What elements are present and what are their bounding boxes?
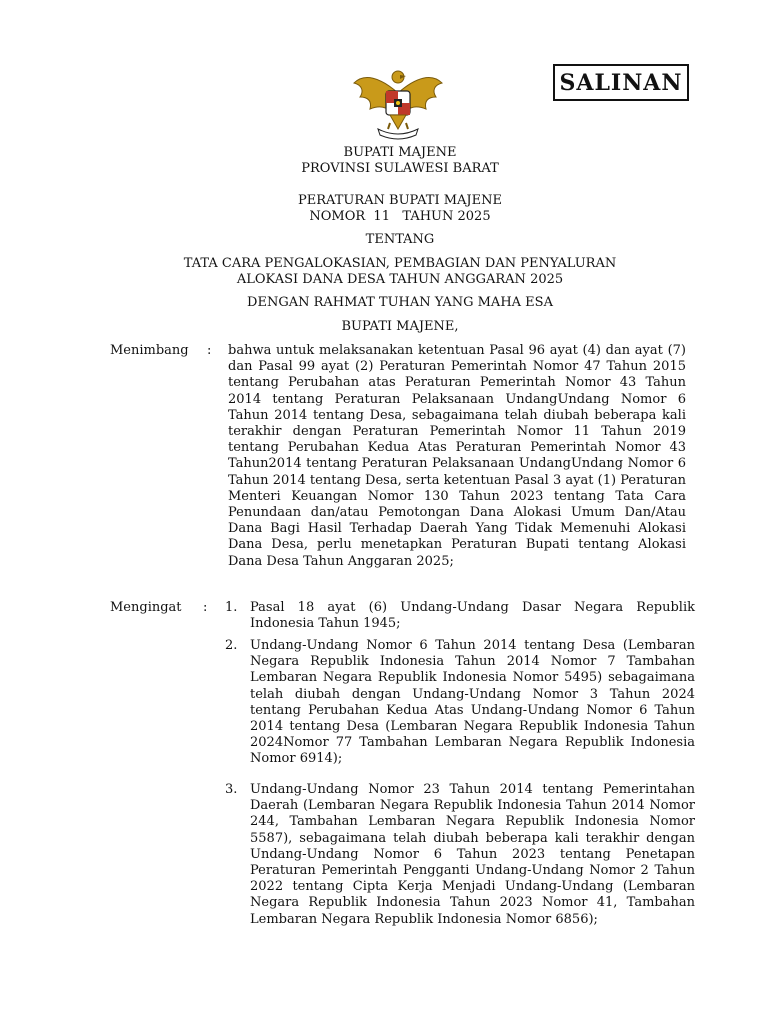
regent-title: BUPATI MAJENE [343,145,457,160]
regulation-number: NOMOR 11 TAHUN 2025 [309,209,491,224]
menimbang-text: bahwa untuk melaksanakan ketentuan Pasal 96 ayat (4) dan ayat (7) dan Pasal 99 ayat (2) Peraturan Pemerintah Nomor 47 Tahun 2015 tentang Perubahan atas Peraturan Pemerintah Nomor 43 Tahun 2014 tentang Peraturan Pelaksanaan UndangUndang Nomor 6 Tahun 2014 tentang Desa, sebagaimana telah diubah beberapa kali terakhir dengan Peraturan Pemerintah Nomor 11 Tahun 2019 tentang Perubahan Kedua Atas Peraturan Pemerintah Nomor 43 Tahun2014 tentang Peraturan Pelaksanaan UndangUndang Nomor 6 Tahun 2014 tentang Desa, serta ketentuan Pasal 3 ayat (1) Peraturan Menteri Keuangan Nomor 130 Tahun 2023 tentang Tata Cara Penundaan dan/atau Pemotongan Dana Alokasi Umum Dan/Atau Dana Bagi Hasil Terhadap Daerah Yang Tidak Memenuhi Alokasi Dana Desa, perlu menetapkan Peraturan Bupati tentang Alokasi Dana Desa Tahun Anggaran 2025; [228,343,686,569]
subject-line-2: ALOKASI DANA DESA TAHUN ANGGARAN 2025 [236,272,564,287]
menimbang-label: Menimbang [110,343,189,358]
subject-line-1: TATA CARA PENGALOKASIAN, PEMBAGIAN DAN PENYALURAN [183,256,617,271]
blessing-line: DENGAN RAHMAT TUHAN YANG MAHA ESA [247,295,553,310]
garuda-emblem-icon [350,63,446,143]
mengingat-item-2-text: Undang-Undang Nomor 6 Tahun 2014 tentang Desa (Lembaran Negara Republik Indonesia Tahun 2014 Nomor 7 Tambahan Lembaran Negara Republik Indonesia Nomor 5495) sebagaimana telah diubah dengan Undang-Undang Nomor 3 Tahun 2024 tentang Perubahan Kedua Atas Undang-Undang Nomor 6 Tahun 2014 tentang Desa (Lembaran Negara Republik Indonesia Tahun 2024Nomor 77 Tambahan Lembaran Negara Republik Indonesia Nomor 6914); [250,638,695,767]
mengingat-item-3-text: Undang-Undang Nomor 23 Tahun 2014 tentang Pemerintahan Daerah (Lembaran Negara Republik Indonesia Tahun 2014 Nomor 244, Tambahan Lembaran Negara Republik Indonesia Nomor 5587), sebagaimana telah diubah beberapa kali terakhir dengan Undang-Undang Nomor 6 Tahun 2023 tentang Penetapan Peraturan Pemerintah Pengganti Undang-Undang Nomor 2 Tahun 2022 tentang Cipta Kerja Menjadi Undang-Undang (Lembaran Negara Republik Indonesia Tahun 2023 Nomor 41, Tambahan Lembaran Negara Republik Indonesia Nomor 6856); [250,782,695,927]
regulation-title: PERATURAN BUPATI MAJENE [298,193,502,208]
salinan-stamp: SALINAN [553,64,689,101]
mengingat-item-2-number: 2. [225,638,238,653]
menimbang-colon: : [207,343,212,358]
about-heading: TENTANG [365,232,435,247]
mengingat-item-1-number: 1. [225,600,238,615]
mengingat-item-3-number: 3. [225,782,238,797]
mengingat-item-1-text: Pasal 18 ayat (6) Undang-Undang Dasar Negara Republik Indonesia Tahun 1945; [250,600,695,632]
mengingat-label: Mengingat [110,600,182,615]
issuer-line: BUPATI MAJENE, [341,319,459,334]
province-title: PROVINSI SULAWESI BARAT [301,161,499,176]
mengingat-colon: : [203,600,208,615]
